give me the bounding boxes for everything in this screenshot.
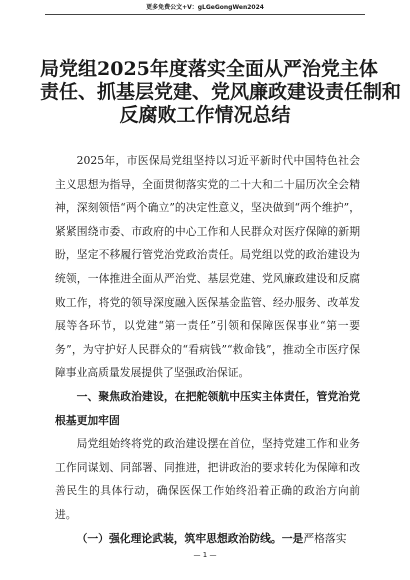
subsection-lead: 一是 bbox=[281, 531, 304, 545]
page-number: — 1 — bbox=[193, 551, 217, 559]
title-line: 责任、抓基层党建、党风廉政建设责任制和 bbox=[40, 81, 402, 103]
document-body bbox=[55, 149, 360, 550]
body-paragraph: 2025年，市医保局党组坚持以习近平新时代中国特色社会主义思想为指导，全面贯彻落实党的二十大和二十届历次全会精神，深刻领悟“两个确立”的决定性意义，坚决做到“两个维护”，紧紧围绕市委、市政府的中心工作和人民群众对医疗保障的新期盼，坚定不移履行管党治党政治责任。局党组以党的政治建设为统领，一体推进全面从严治党、基层党建、党风廉政建设和反腐败工作，将党的领导深度融入医保基金监管、经办服务、改革发展等各环节，以党建“第一责任”引领和保障医保事业“第一要务”，为守护好人民群众的“看病钱”“救命钱”，推动全市医疗保障事业高质量发展提供了坚强政治保证。 bbox=[55, 154, 360, 380]
title-line: 反腐败工作情况总结 bbox=[119, 104, 291, 126]
document-title bbox=[40, 58, 402, 127]
header-note: 更多免费公文+V：gLGeGongWen2024 bbox=[146, 4, 264, 11]
header-divider bbox=[45, 14, 365, 15]
body-paragraph: 局党组始终将党的政治建设摆在首位，坚持党建工作和业务工作同谋划、同部署、同推进，把讲政治的要求转化为保障和改善民生的具体行动，确保医保工作始终沿着正确的政治方向前进。 bbox=[55, 437, 360, 521]
title-line: 局党组2025年度落实全面从严治党主体 bbox=[40, 58, 378, 80]
subsection-paragraph bbox=[55, 527, 360, 551]
subsection-text: 严格落实 bbox=[303, 531, 347, 545]
subsection-heading: （一）强化理论武装，筑牢思想政治防线。 bbox=[76, 531, 282, 545]
section-heading: 一、聚焦政治建设，在把舵领航中压实主体责任，管党治党根基更加牢固 bbox=[55, 389, 360, 427]
